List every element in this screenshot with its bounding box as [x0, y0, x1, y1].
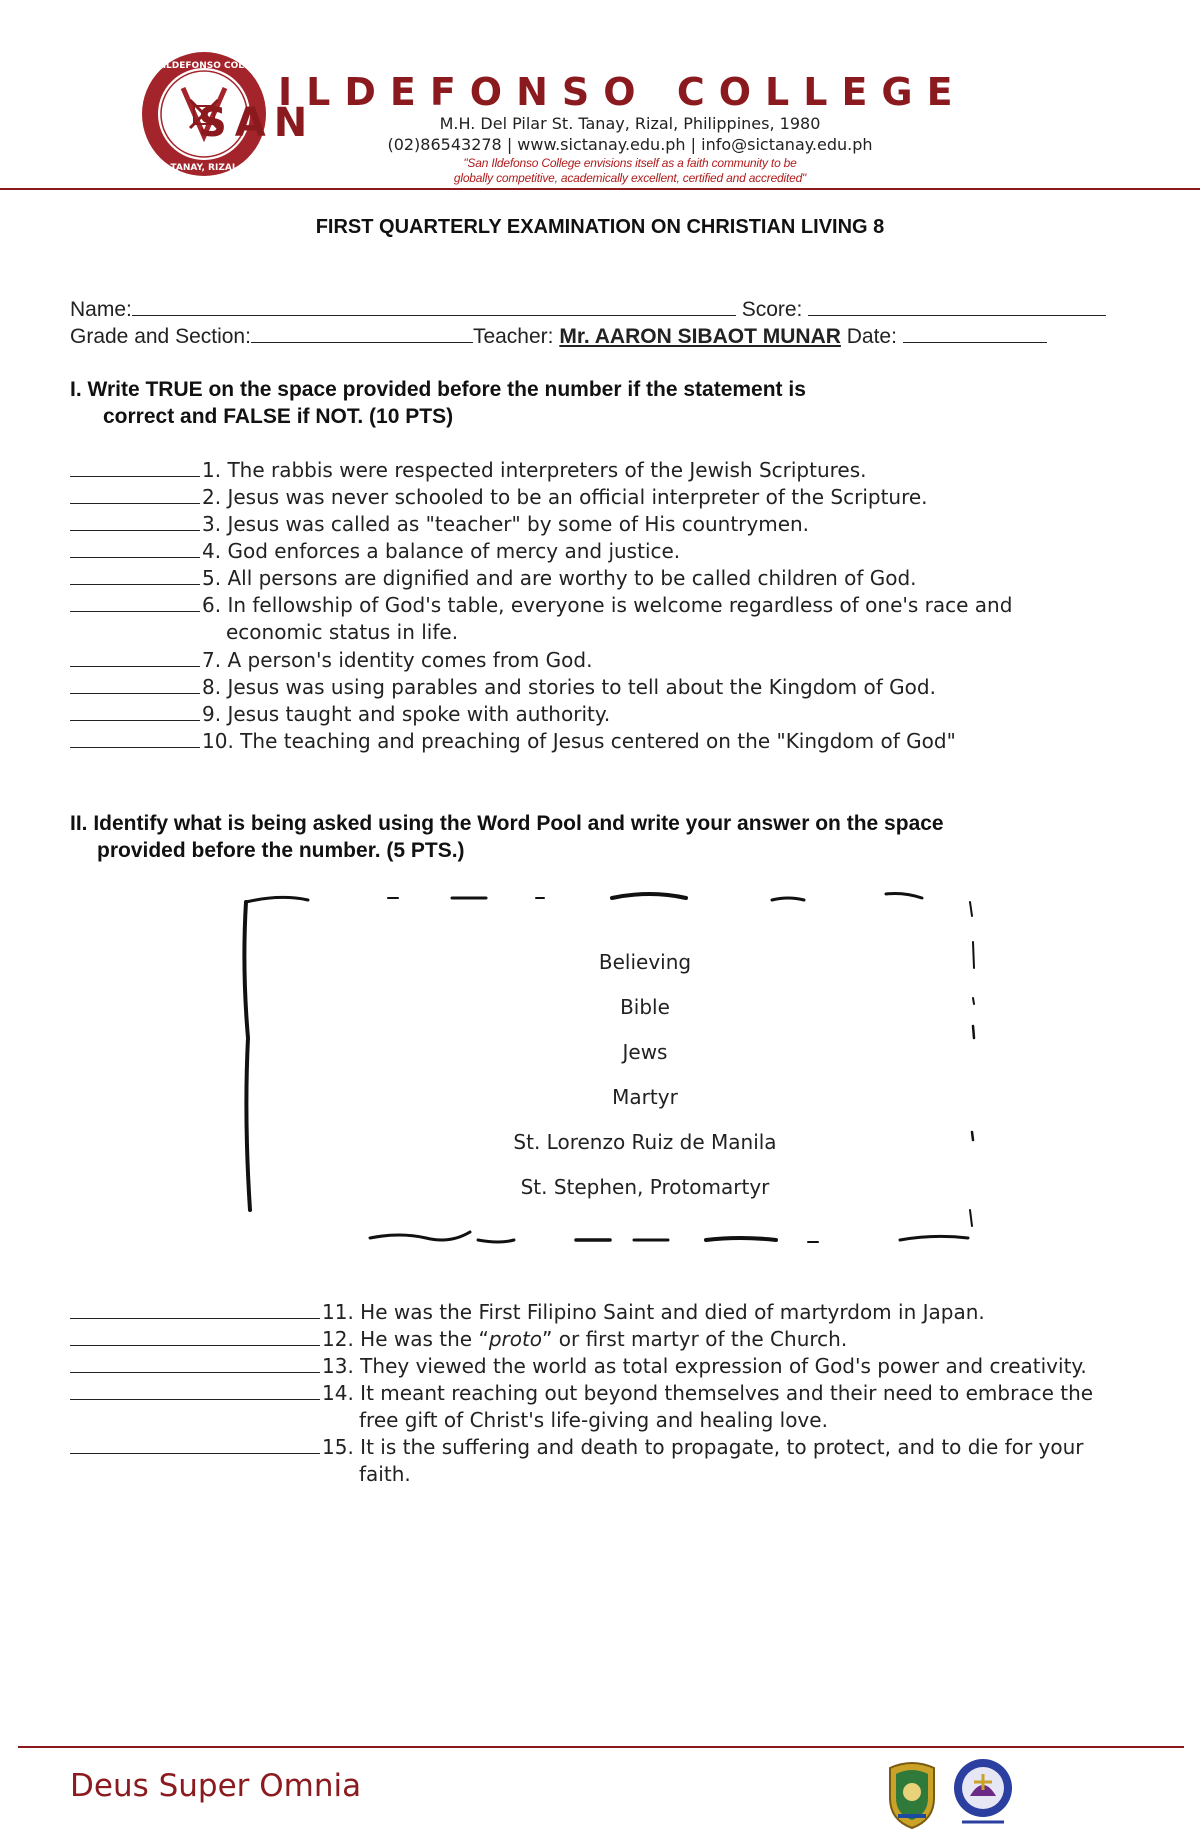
question-item	[70, 702, 610, 726]
exam-title: FIRST QUARTERLY EXAMINATION ON CHRISTIAN LIVING 8	[315, 216, 885, 238]
item-text: In fellowship of God's table, everyone is welcome regardless of one's race and	[227, 593, 1013, 617]
school-contact: (02)86543278 | www.sictanay.edu.ph | info@sictanay.edu.ph	[387, 135, 873, 154]
grade-section-label: Grade and Section:	[70, 325, 251, 348]
item-text-continuation: free gift of Christ's life-giving and healing love.	[359, 1408, 828, 1432]
answer-blank[interactable]	[70, 1354, 320, 1373]
question-item	[70, 729, 956, 753]
name-field[interactable]	[132, 297, 736, 316]
seal-ring-bottom-text: TANAY, RIZAL	[170, 163, 238, 173]
part1-heading-line2: correct and FALSE if NOT. (10 PTS)	[103, 405, 454, 428]
word-pool-item: Jews	[622, 1040, 668, 1064]
item-text: The teaching and preaching of Jesus centered on the "Kingdom of God"	[240, 729, 956, 753]
item-text: They viewed the world as total expression of God's power and creativity.	[360, 1354, 1087, 1378]
answer-blank[interactable]	[70, 1327, 320, 1346]
question-item	[70, 1327, 847, 1351]
seal-ring-top-text: SAN ILDEFONSO COLLEGE	[138, 61, 270, 71]
item-number: 11.	[322, 1300, 354, 1324]
question-item	[70, 1435, 1084, 1459]
answer-blank[interactable]	[70, 702, 200, 721]
answer-blank[interactable]	[70, 566, 200, 585]
answer-blank[interactable]	[70, 1381, 320, 1400]
item-number: 9.	[202, 702, 222, 726]
question-item	[70, 485, 928, 509]
answer-blank[interactable]	[70, 512, 200, 531]
score-field[interactable]	[808, 297, 1106, 316]
name-score-row	[70, 297, 1106, 322]
item-text: The rabbis were respected interpreters of the Jewish Scriptures.	[227, 458, 867, 482]
school-seal-logo	[138, 48, 316, 180]
item-number: 12.	[322, 1327, 354, 1351]
diocese-seal-icon	[950, 1756, 1016, 1828]
school-motto: Deus Super Omnia	[70, 1768, 362, 1804]
question-item	[70, 1300, 985, 1324]
item-text: A person's identity comes from God.	[227, 648, 593, 672]
vision-statement-line1: "San Ildefonso College envisions itself as a faith community to be	[463, 156, 797, 170]
item-number: 1.	[202, 458, 222, 482]
answer-blank[interactable]	[70, 1300, 320, 1319]
item-text: Jesus was called as "teacher" by some of His countrymen.	[227, 512, 810, 536]
answer-blank[interactable]	[70, 539, 200, 558]
answer-blank[interactable]	[70, 675, 200, 694]
teacher-name: Mr. AARON SIBAOT MUNAR	[559, 325, 841, 348]
word-pool-item: Believing	[598, 950, 692, 974]
answer-blank[interactable]	[70, 593, 200, 612]
question-item	[70, 512, 809, 536]
question-item	[70, 566, 917, 590]
date-label: Date:	[846, 325, 897, 348]
accreditation-seal-icon	[884, 1758, 940, 1830]
word-pool-item: Bible	[620, 995, 670, 1019]
item-number: 7.	[202, 648, 222, 672]
school-name: ILDEFONSO COLLEGE	[278, 70, 967, 114]
word-pool-item: St. Stephen, Protomartyr	[520, 1175, 770, 1199]
item-text: All persons are dignified and are worthy to be called children of God.	[227, 566, 917, 590]
question-item	[70, 648, 592, 672]
vision-statement-line2: globally competitive, academically excellent, certified and accredited"	[453, 171, 807, 185]
item-text: It is the suffering and death to propagate, to protect, and to die for your	[360, 1435, 1084, 1459]
item-number: 3.	[202, 512, 222, 536]
item-number: 13.	[322, 1354, 354, 1378]
item-text-after: ” or first martyr of the Church.	[542, 1327, 848, 1351]
item-number: 4.	[202, 539, 222, 563]
school-address: M.H. Del Pilar St. Tanay, Rizal, Philippines, 1980	[439, 114, 821, 133]
item-number: 5.	[202, 566, 222, 590]
header-divider	[0, 188, 1200, 190]
item-number: 2.	[202, 485, 222, 509]
item-text: Jesus taught and spoke with authority.	[227, 702, 611, 726]
item-number: 14.	[322, 1381, 354, 1405]
item-number: 8.	[202, 675, 222, 699]
teacher-label: Teacher:	[472, 325, 554, 348]
item-text-before: He was the “	[360, 1327, 489, 1351]
question-item	[70, 1381, 1093, 1405]
question-item	[70, 458, 867, 482]
item-text: It meant reaching out beyond themselves and their need to embrace the	[360, 1381, 1094, 1405]
question-item	[70, 1354, 1087, 1378]
answer-blank[interactable]	[70, 648, 200, 667]
word-pool-item: Martyr	[612, 1085, 678, 1109]
answer-blank[interactable]	[70, 458, 200, 477]
item-text-continuation: economic status in life.	[226, 620, 459, 644]
grade-section-field[interactable]	[251, 324, 473, 343]
item-text-continuation: faith.	[359, 1462, 411, 1486]
item-number: 15.	[322, 1435, 354, 1459]
item-text: He was the First Filipino Saint and died of martyrdom in Japan.	[360, 1300, 985, 1324]
item-text: Jesus was never schooled to be an official interpreter of the Scripture.	[227, 485, 928, 509]
part2-heading-line1: II. Identify what is being asked using the Word Pool and write your answer on the space	[70, 812, 944, 835]
item-text: God enforces a balance of mercy and justice.	[227, 539, 681, 563]
grade-teacher-date-row	[70, 324, 1047, 349]
part2-heading-line2: provided before the number. (5 PTS.)	[97, 839, 465, 862]
score-label: Score:	[741, 298, 803, 321]
name-label: Name:	[70, 298, 132, 321]
word-pool-item: St. Lorenzo Ruiz de Manila	[513, 1130, 777, 1154]
question-item	[70, 539, 680, 563]
footer-divider	[18, 1746, 1184, 1748]
date-field[interactable]	[903, 324, 1047, 343]
question-item	[70, 593, 1012, 617]
logo-san-text: SAN	[198, 100, 316, 146]
question-item	[70, 675, 936, 699]
answer-blank[interactable]	[70, 485, 200, 504]
part1-heading-line1: I. Write TRUE on the space provided before the number if the statement is	[70, 378, 806, 401]
item-number: 10.	[202, 729, 234, 753]
item-text-emphasis: proto	[488, 1327, 543, 1351]
answer-blank[interactable]	[70, 1435, 320, 1454]
answer-blank[interactable]	[70, 729, 200, 748]
item-number: 6.	[202, 593, 222, 617]
item-text: Jesus was using parables and stories to tell about the Kingdom of God.	[227, 675, 936, 699]
